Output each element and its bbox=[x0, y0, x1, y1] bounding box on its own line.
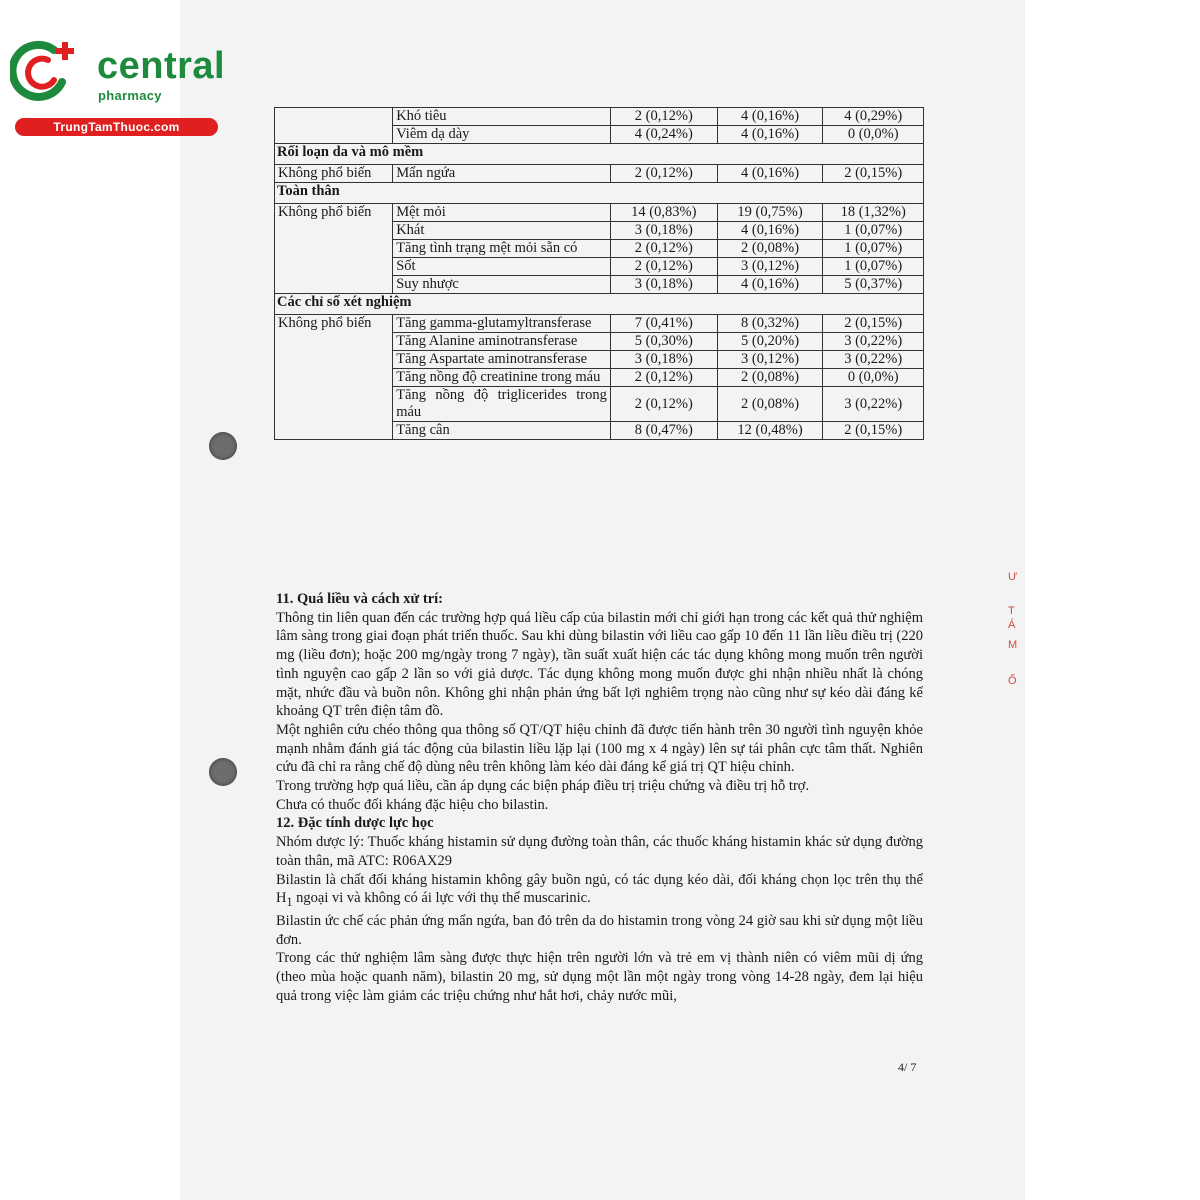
value-cell: 3 (0,18%) bbox=[610, 222, 717, 240]
term-cell: Tăng Alanine aminotransferase bbox=[393, 333, 611, 351]
term-cell: Mẩn ngứa bbox=[393, 165, 611, 183]
value-cell: 2 (0,15%) bbox=[823, 422, 924, 440]
value-cell: 8 (0,32%) bbox=[717, 315, 823, 333]
paragraph bbox=[276, 871, 923, 912]
section-heading: Toàn thân bbox=[275, 183, 924, 204]
stamp-char: M bbox=[1008, 639, 1018, 651]
table-row bbox=[275, 315, 924, 333]
value-cell: 2 (0,12%) bbox=[610, 258, 717, 276]
paragraph: Một nghiên cứu chéo thông qua thông số QT/QT hiệu chỉnh đã được tiến hành trên 30 người tình nguyện khỏe mạnh nhằm đánh giá tác động của bilastin liều lặp lại (100 mg x 4 ngày) lên sự tái phân cực tâm thất. Nghiên cứu đã chỉ ra rằng chế độ dùng nêu trên không làm kéo dài đáng kể giá trị QT hiệu chỉnh. bbox=[276, 721, 923, 776]
stamp-char: Ố bbox=[1008, 675, 1017, 687]
value-cell: 2 (0,12%) bbox=[610, 369, 717, 387]
red-stamp-fragment bbox=[1008, 570, 1022, 688]
paragraph: Chưa có thuốc đối kháng đặc hiệu cho bilastin. bbox=[276, 796, 549, 813]
value-cell: 2 (0,08%) bbox=[717, 387, 823, 422]
document-body bbox=[276, 590, 923, 1005]
value-cell: 4 (0,16%) bbox=[717, 222, 823, 240]
value-cell: 5 (0,37%) bbox=[823, 276, 924, 294]
pharmacy-cross-icon bbox=[10, 40, 80, 102]
section-heading-pharmacodynamics: 12. Đặc tính dược lực học bbox=[276, 815, 434, 832]
section-row bbox=[275, 183, 924, 204]
paragraph: Bilastin ức chế các phản ứng mẩn ngứa, ban đỏ trên da do histamin trong vòng 24 giờ sau khi sử dụng một liều đơn. bbox=[276, 912, 923, 948]
term-cell: Tăng cân bbox=[393, 422, 611, 440]
frequency-cell: Không phổ biến bbox=[275, 204, 393, 294]
section-row bbox=[275, 144, 924, 165]
value-cell: 2 (0,12%) bbox=[610, 240, 717, 258]
text-run: ngoại vi và không có ái lực với thụ thể muscarinic. bbox=[292, 890, 591, 907]
term-cell: Sốt bbox=[393, 258, 611, 276]
logo-subtitle: pharmacy bbox=[98, 88, 162, 103]
term-cell: Khát bbox=[393, 222, 611, 240]
section-heading-overdose: 11. Quá liều và cách xử trí: bbox=[276, 591, 443, 607]
frequency-cell bbox=[275, 108, 393, 144]
subscript: 1 bbox=[286, 895, 293, 910]
value-cell: 2 (0,12%) bbox=[610, 108, 717, 126]
punch-hole bbox=[209, 432, 237, 460]
value-cell: 5 (0,30%) bbox=[610, 333, 717, 351]
section-row bbox=[275, 294, 924, 315]
punch-hole bbox=[209, 758, 237, 786]
value-cell: 1 (0,07%) bbox=[823, 258, 924, 276]
value-cell: 4 (0,16%) bbox=[717, 126, 823, 144]
adverse-events-table bbox=[274, 107, 924, 440]
frequency-cell: Không phổ biến bbox=[275, 315, 393, 440]
term-cell: Tăng nồng độ creatinine trong máu bbox=[393, 369, 611, 387]
value-cell: 2 (0,08%) bbox=[717, 369, 823, 387]
logo-name: central bbox=[97, 45, 226, 87]
value-cell: 3 (0,18%) bbox=[610, 276, 717, 294]
table-row bbox=[275, 108, 924, 126]
value-cell: 4 (0,16%) bbox=[717, 276, 823, 294]
term-cell: Mệt mỏi bbox=[393, 204, 611, 222]
value-cell: 2 (0,12%) bbox=[610, 387, 717, 422]
page-number: 4/ 7 bbox=[898, 1060, 917, 1074]
value-cell: 2 (0,08%) bbox=[717, 240, 823, 258]
value-cell: 8 (0,47%) bbox=[610, 422, 717, 440]
value-cell: 3 (0,22%) bbox=[823, 333, 924, 351]
table-row bbox=[275, 165, 924, 183]
value-cell: 7 (0,41%) bbox=[610, 315, 717, 333]
paragraph: Trong trường hợp quá liều, cần áp dụng các biện pháp điều trị triệu chứng và điều trị hỗ trợ. bbox=[276, 778, 810, 795]
paragraph: Nhóm dược lý: Thuốc kháng histamin sử dụng đường toàn thân, các thuốc kháng histamin khác sử dụng đường toàn thân, mã ATC: R06AX29 bbox=[276, 834, 923, 869]
value-cell: 3 (0,12%) bbox=[717, 258, 823, 276]
value-cell: 14 (0,83%) bbox=[610, 204, 717, 222]
term-cell: Tăng Aspartate aminotransferase bbox=[393, 351, 611, 369]
value-cell: 12 (0,48%) bbox=[717, 422, 823, 440]
section-heading: Các chỉ số xét nghiệm bbox=[275, 294, 924, 315]
term-cell: Tăng gamma-glutamyltransferase bbox=[393, 315, 611, 333]
term-cell: Tăng nồng độ triglicerides trong máu bbox=[393, 387, 611, 422]
value-cell: 4 (0,24%) bbox=[610, 126, 717, 144]
term-cell: Tăng tình trạng mệt mỏi sẵn có bbox=[393, 240, 611, 258]
value-cell: 0 (0,0%) bbox=[823, 126, 924, 144]
value-cell: 18 (1,32%) bbox=[823, 204, 924, 222]
value-cell: 2 (0,12%) bbox=[610, 165, 717, 183]
value-cell: 4 (0,16%) bbox=[717, 108, 823, 126]
term-cell: Suy nhược bbox=[393, 276, 611, 294]
term-cell: Khó tiêu bbox=[393, 108, 611, 126]
text-run: Bilastin là chất đối kháng histamin không gây buồn ngủ, có tác dụng kéo dài, đối kháng chọn lọc trên thụ thể H bbox=[276, 871, 923, 907]
value-cell: 4 (0,16%) bbox=[717, 165, 823, 183]
value-cell: 19 (0,75%) bbox=[717, 204, 823, 222]
value-cell: 3 (0,18%) bbox=[610, 351, 717, 369]
stamp-char: Á bbox=[1008, 619, 1016, 631]
frequency-cell: Không phổ biến bbox=[275, 165, 393, 183]
paragraph: Thông tin liên quan đến các trường hợp quá liều cấp của bilastin mới chỉ giới hạn trong các kết quả thử nghiệm lâm sàng trong giai đoạn phát triển thuốc. Sau khi dùng bilastin với liều cao gấp 10 đến 11 lần liều điều trị (220 mg (liều đơn); hoặc 200 mg/ngày trong 7 ngày), tần suất xuất hiện các tác dụng không mong muốn trên người tình nguyện cao gấp 2 lần so với giả dược. Tác dụng không mong muốn được ghi nhận nhiều nhất là chóng mặt, nhức đầu và buồn nôn. Không ghi nhận phản ứng bất lợi nghiêm trọng nào cũng như sự kéo dài đáng kể khoảng QT trên điện tâm đồ. bbox=[276, 609, 923, 720]
table-row bbox=[275, 204, 924, 222]
paragraph: Trong các thử nghiệm lâm sàng được thực hiện trên người lớn và trẻ em vị thành niên có viêm mũi dị ứng (theo mùa hoặc quanh năm), bilastin 20 mg, sử dụng một lần một ngày trong vòng 14-28 ngày, đem lại hiệu quả trong việc làm giảm các triệu chứng như hắt hơi, chảy nước mũi, bbox=[276, 950, 923, 1004]
logo-website: TrungTamThuoc.com bbox=[15, 118, 218, 136]
term-cell: Viêm dạ dày bbox=[393, 126, 611, 144]
value-cell: 2 (0,15%) bbox=[823, 315, 924, 333]
value-cell: 1 (0,07%) bbox=[823, 222, 924, 240]
value-cell: 3 (0,22%) bbox=[823, 351, 924, 369]
value-cell: 3 (0,12%) bbox=[717, 351, 823, 369]
value-cell: 3 (0,22%) bbox=[823, 387, 924, 422]
value-cell: 4 (0,29%) bbox=[823, 108, 924, 126]
value-cell: 1 (0,07%) bbox=[823, 240, 924, 258]
value-cell: 2 (0,15%) bbox=[823, 165, 924, 183]
value-cell: 5 (0,20%) bbox=[717, 333, 823, 351]
section-heading: Rối loạn da và mô mềm bbox=[275, 144, 924, 165]
value-cell: 0 (0,0%) bbox=[823, 369, 924, 387]
stamp-char: T bbox=[1008, 605, 1015, 617]
stamp-char: Ư bbox=[1008, 571, 1018, 583]
central-pharmacy-logo bbox=[10, 40, 226, 140]
